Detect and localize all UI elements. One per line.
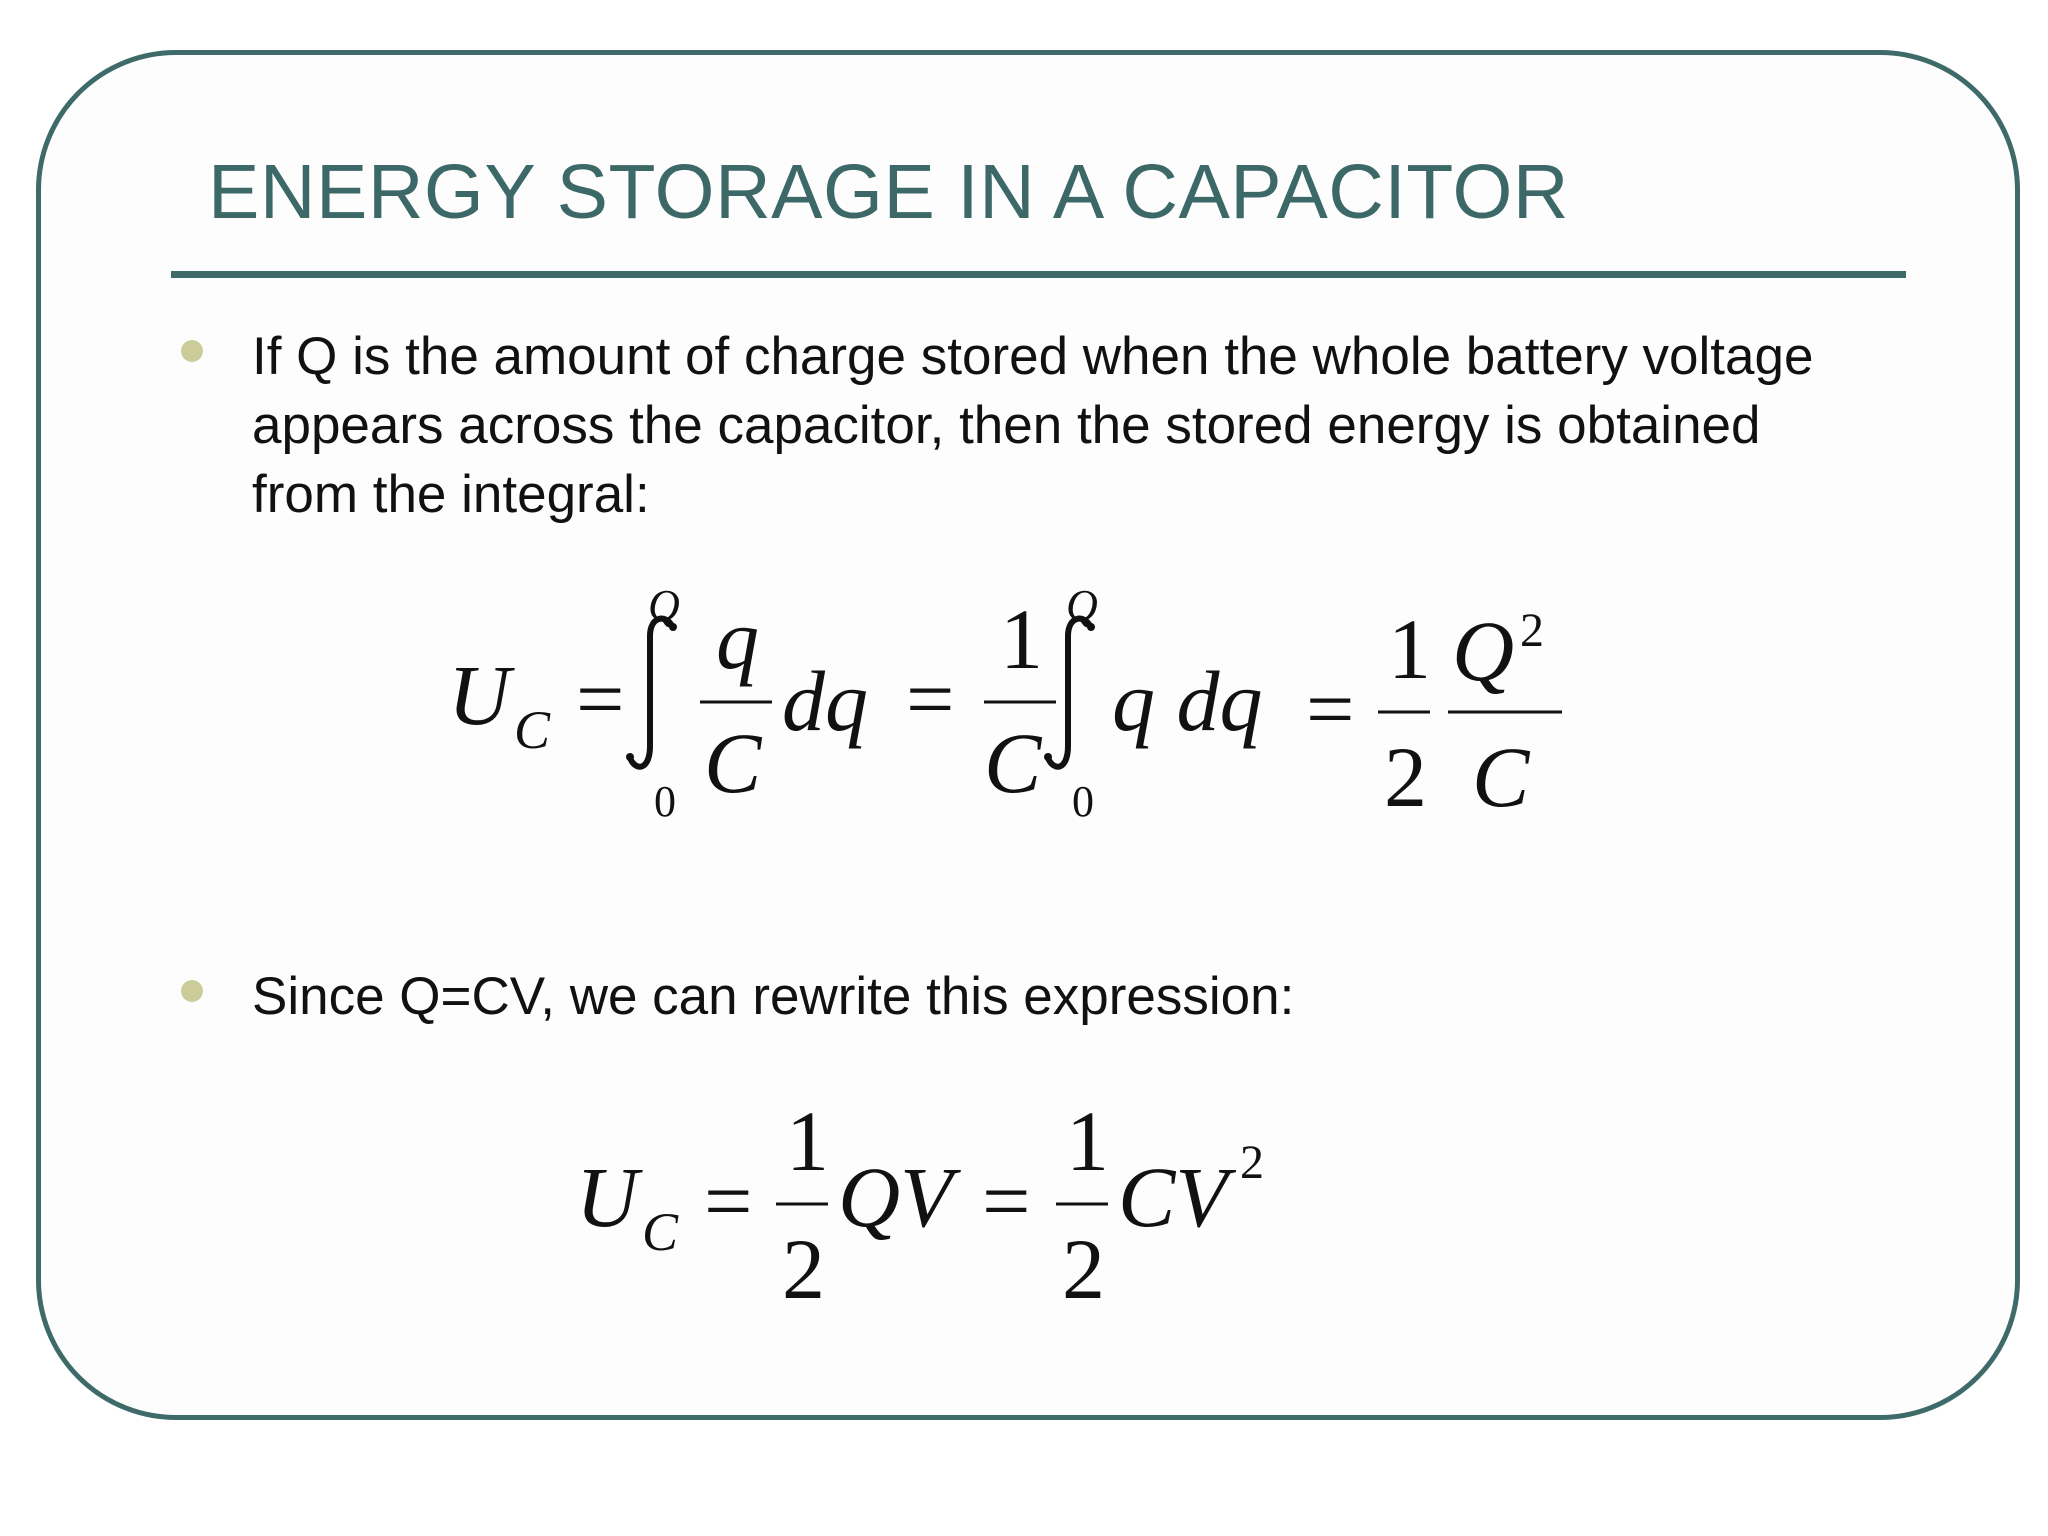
eq2-term-qv: QV [838, 1149, 953, 1245]
eq2-equals-2: = [982, 1153, 1031, 1249]
eq2-term-cv: CV [1118, 1149, 1228, 1245]
bullet-1-line-1: If Q is the amount of charge stored when the whole battery voltage [252, 327, 1814, 386]
integral-1-lower: 0 [654, 777, 676, 826]
eq1-frac4-numerator: Q [1452, 603, 1515, 699]
eq2-frac2-numerator: 1 [1066, 1093, 1109, 1189]
eq2-lhs: U [576, 1149, 639, 1245]
eq2-frac1-denominator: 2 [782, 1221, 825, 1317]
eq2-frac2-denominator: 2 [1062, 1221, 1105, 1317]
integral-1-upper: Q [648, 581, 680, 630]
eq1-frac1-denominator: C [704, 715, 762, 811]
eq1-frac1-numerator: q [716, 591, 759, 687]
eq2-equals-1: = [704, 1153, 753, 1249]
eq1-frac2-denominator: C [984, 715, 1042, 811]
eq1-lhs: U [448, 647, 511, 743]
eq1-lhs-subscript: C [514, 700, 551, 760]
eq1-frac3-numerator: 1 [1388, 601, 1431, 697]
eq1-frac2-numerator: 1 [1000, 591, 1043, 687]
eq1-equals-3: = [1306, 661, 1355, 757]
eq1-frac4-exponent: 2 [1520, 604, 1544, 657]
eq1-dq-1: dq [782, 653, 868, 749]
eq2-frac1-numerator: 1 [786, 1093, 829, 1189]
eq1-equals-1: = [576, 651, 625, 747]
bullet-2-line-1: Since Q=CV, we can rewrite this expression: [252, 967, 1295, 1026]
integral-2-upper: Q [1066, 581, 1098, 630]
eq1-frac3-denominator: 2 [1384, 729, 1427, 825]
slide-title: ENERGY STORAGE IN A CAPACITOR [208, 149, 1569, 235]
eq2-lhs-subscript: C [642, 1202, 679, 1262]
integral-2-lower: 0 [1072, 777, 1094, 826]
bullet-1-line-2: appears across the capacitor, then the stored energy is obtained [252, 396, 1761, 455]
bullet-1-line-3: from the integral: [252, 465, 650, 524]
eq1-frac4-denominator: C [1472, 729, 1530, 825]
eq2-term-cv-exponent: 2 [1240, 1136, 1264, 1189]
eq1-integrand: q dq [1112, 653, 1263, 749]
eq1-equals-2: = [906, 651, 955, 747]
